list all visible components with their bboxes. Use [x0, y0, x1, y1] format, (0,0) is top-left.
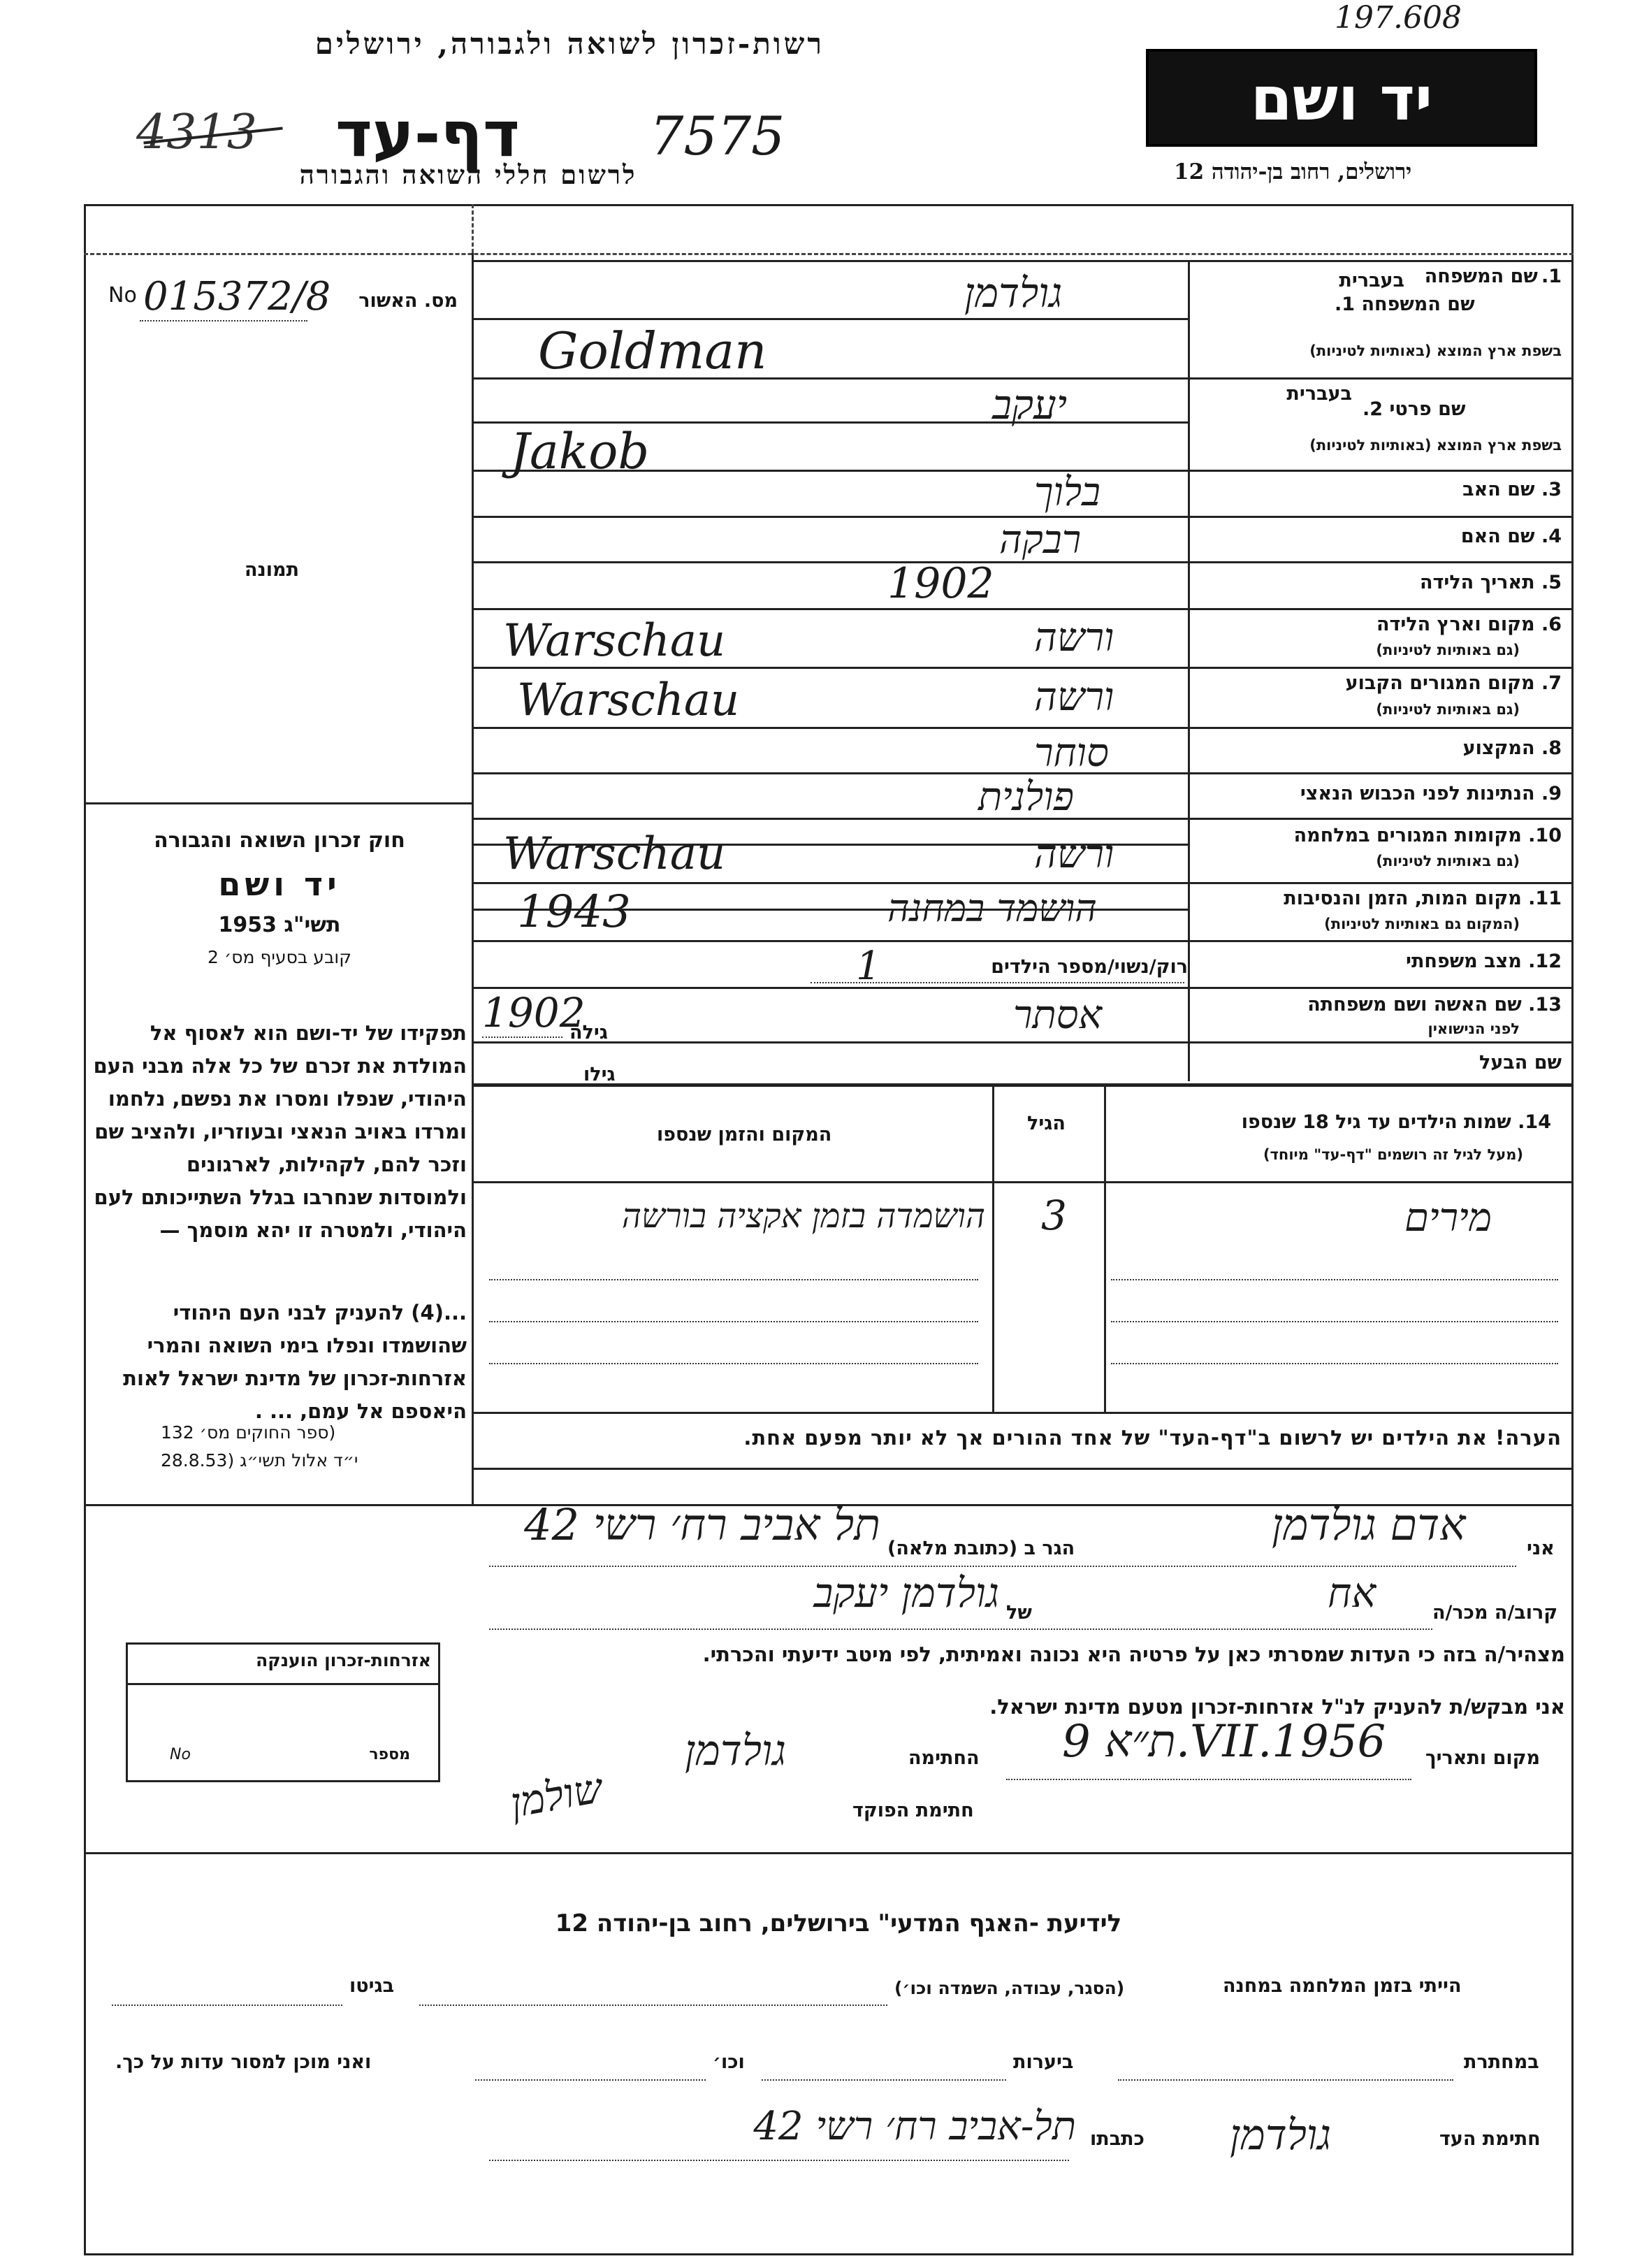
child-death-place: הושמדה בזמן אקציה בורשה	[621, 1197, 985, 1236]
field-1-label: בעברית 1. שם המשפחה	[1339, 266, 1562, 291]
row-line	[472, 940, 1574, 942]
children-row-line	[1111, 1321, 1558, 1322]
children-row-line	[489, 1363, 978, 1364]
law-ref-1: (ספר החוקים מס׳ 132	[161, 1422, 336, 1443]
field-5-label: 5. תאריך הלידה	[1419, 572, 1562, 593]
signature-label: החתימה	[908, 1747, 980, 1769]
wife-name: אסתר	[1013, 992, 1103, 1038]
witness-i-label: אני	[1527, 1538, 1555, 1559]
officer-signature-label: חתימת הפוקד	[852, 1800, 974, 1821]
form-title: דף-עד	[335, 98, 520, 171]
field-3-label: 3. שם האב	[1462, 479, 1562, 500]
of-label: של	[1006, 1602, 1032, 1624]
field-10-label: 10. מקומות המגורים במלחמה	[1293, 825, 1562, 846]
corner-number: 197.608	[1335, 0, 1462, 36]
nationality: פולנית	[978, 774, 1074, 820]
field-9-label: 9. הנתינות לפני הכבוש הנאצי	[1300, 783, 1562, 804]
footer-line1-b: (הסגר, עבודה, השמדה וכו׳)	[894, 1978, 1125, 1998]
witness-line	[489, 1566, 1516, 1567]
wife-age: 1902	[482, 989, 586, 1037]
death-circumstances: הושמד במחנה	[887, 886, 1097, 930]
footer-line2-b: ביערות	[1013, 2051, 1074, 2073]
place-date-line	[1006, 1779, 1411, 1780]
law-clause-4: ...(4) להעניק לבני העם היהודי שהושמדו ונפלו בימי השואה והמרי אזרחות-זכרון של מדינת ישראל לאות היאספם אל עמם, ... .	[123, 1301, 467, 1423]
dashed-line	[84, 253, 1574, 255]
citizenship-number-label: מספר	[369, 1746, 410, 1763]
mother-name: רבקה	[999, 517, 1082, 563]
receipt-label: מס. האשור	[358, 290, 458, 312]
wife-age-label: גילה	[569, 1022, 608, 1043]
law-year: תשי"ג 1953	[218, 913, 341, 937]
relation-line	[489, 1628, 1432, 1630]
form-subtitle: לרשום חללי השואה והגבורה	[299, 159, 637, 190]
husband-age-label: גילו	[583, 1064, 616, 1085]
relative-of-name: גולדמן יעקב	[813, 1569, 999, 1617]
inner-line	[472, 318, 1188, 320]
law-clause: קובע בסעיף מס׳ 2	[208, 947, 351, 967]
children-row-line	[489, 1279, 978, 1280]
footer-dotted-line	[1118, 2079, 1453, 2081]
children-count: 1	[856, 944, 881, 989]
children-label: 14. שמות הילדים עד גיל 18 שנספו	[1241, 1111, 1551, 1133]
note-line	[472, 1468, 1574, 1470]
photo-label: תמונה	[245, 559, 300, 581]
footer-line1-a: הייתי בזמן המלחמה במחנה	[1223, 1975, 1462, 1997]
law-ref-2: י״ד אלול תשי״ג (28.8.53	[161, 1450, 358, 1471]
receipt-prefix: No	[108, 283, 137, 308]
request: אני מבקש/ת להעניק לנ"ל אזרחות-זכרון מטעם מדינת ישראל.	[989, 1695, 1565, 1719]
surname-latin: Goldman	[538, 322, 767, 380]
footer-line1-c: בגיטו	[349, 1975, 395, 1997]
father-name: בלוך	[1034, 470, 1101, 515]
row-line	[472, 1041, 1574, 1043]
footer-line2-a: במחתרת	[1464, 2051, 1539, 2073]
officer-signature: שולמן	[507, 1764, 606, 1827]
label-column-divider	[1188, 260, 1190, 1081]
footer-address-label: כתבתו	[1090, 2128, 1145, 2150]
surname-hebrew: גולדמן	[964, 269, 1063, 317]
place-date-label: מקום ותאריך	[1425, 1747, 1541, 1769]
field-12-label: 12. מצב משפחתי	[1406, 951, 1562, 972]
footer-line2-c: וכו׳	[713, 2051, 745, 2073]
crossed-form-number: 4313	[136, 105, 258, 160]
first-name-latin: Jakob	[510, 423, 650, 480]
field-11-sub: (המקום גם באותיות לטיניות)	[1324, 916, 1520, 932]
footer-witness-sig: גולדמן	[1230, 2111, 1332, 2160]
birthplace-latin: Warschau	[503, 615, 726, 667]
residence-hebrew: ורשה	[1034, 674, 1114, 720]
children-col-divider	[992, 1083, 994, 1412]
footer-dotted-line	[475, 2079, 706, 2081]
relative-label: קרוב/ה מכר/ה	[1432, 1602, 1558, 1624]
wartime-residence-hebrew: ורשה	[1034, 832, 1114, 877]
law-divider	[85, 802, 472, 804]
citizenship-box	[126, 1642, 440, 1782]
left-column-divider	[472, 253, 474, 1504]
children-col-divider	[1104, 1083, 1106, 1412]
footer-address-value: תל-אביב רח׳ רשי 42	[753, 2104, 1076, 2149]
place-date-value: ת״א 9.VII.1956	[1062, 1716, 1386, 1768]
receipt-line	[140, 320, 307, 322]
dashed-divider	[472, 204, 474, 253]
law-name: יד ושם	[218, 865, 341, 903]
footer-dotted-line	[112, 2005, 342, 2006]
footer-line	[85, 1852, 1574, 1854]
row-line	[472, 1083, 1574, 1087]
field-2-title: שם פרטי 2.	[1363, 398, 1466, 420]
children-sub: (מעל לגיל זה רושמים "דף-עד" מיוחד)	[1263, 1146, 1523, 1163]
receipt-value: 015372/8	[143, 274, 331, 319]
field-1-title: שם המשפחה 1.	[1335, 294, 1475, 315]
field-7-sub: (גם באותיות לטיניות)	[1376, 701, 1520, 718]
footer-dotted-line	[762, 2079, 1006, 2081]
residence-latin: Warschau	[517, 674, 740, 726]
footer-heading: לידיעת -האגף המדעי" בירושלים, רחוב בן-יהודה 12	[555, 1909, 1122, 1937]
children-row-line	[1111, 1279, 1558, 1280]
footer-line2-d: ואני מוכן למסור עדות על כך.	[115, 2051, 372, 2073]
field-6-label: 6. מקום וארץ הלידה	[1376, 614, 1562, 635]
yad-vashem-logo	[1146, 49, 1537, 147]
logo-text: יד ושם	[1250, 64, 1433, 134]
death-year: 1943	[517, 886, 631, 938]
husband-label: שם הבעל	[1478, 1052, 1562, 1074]
profession: סוחר	[1034, 730, 1109, 776]
footer-dotted-line	[489, 2160, 1069, 2161]
field-4-label: 4. שם האם	[1460, 526, 1562, 547]
citizenship-prefix: No	[170, 1746, 191, 1763]
authority-name: רשות-זכרון לשואה ולגבורה, ירושלים	[314, 27, 824, 61]
law-box	[91, 828, 468, 967]
field-13-sub: לפני הנישואין	[1427, 1020, 1520, 1037]
row-line	[472, 987, 1574, 989]
birthplace-hebrew: ורשה	[1034, 615, 1114, 660]
child-name: מירים	[1404, 1195, 1492, 1241]
citizenship-title: אזרחות-זכרון הוענקה	[256, 1650, 431, 1670]
first-name-hebrew: יעקב	[992, 381, 1068, 428]
witness-resides-label: הגר ב (כתובת מלאה)	[887, 1538, 1075, 1559]
children-place-header: המקום והזמן שנספו	[657, 1124, 832, 1146]
children-bottom-line	[472, 1412, 1574, 1414]
children-row-line	[489, 1321, 978, 1322]
field-13-label: 13. שם האשה ושם משפחתה	[1307, 994, 1562, 1016]
children-age-header: הגיל	[1027, 1113, 1066, 1134]
law-body: תפקידו של יד-ושם הוא לאסוף אל המולדת את זכרם של כל אלה מבני העם היהודי, שנפלו ומסרו את נפשם, נלחמו ומרדו באויב הנאצי ובעוזריו, ולהציב שם וזכר להם, לקהילות, לארגונים ולמוסדות שנחרבו בגלל השתייכותם לעם היהודי, ולמטרה זו יהא מוסמך —	[93, 1021, 467, 1242]
note: הערה! את הילדים יש לרשום ב"דף-העד" של אחד ההורים אך לא יותר מפעם אחת.	[743, 1426, 1562, 1450]
row-line	[472, 882, 1574, 884]
witness-signature: גולדמן	[685, 1726, 787, 1775]
field-8-label: 8. המקצוע	[1462, 737, 1562, 759]
birth-date: 1902	[887, 559, 994, 608]
wartime-residence-latin: Warschau	[503, 828, 726, 880]
child-age: 3	[1041, 1192, 1067, 1239]
field-1-sub: בשפת ארץ המוצא (באותיות לטיניות)	[1309, 342, 1562, 359]
field-11-label: 11. מקום המות, הזמן והנסיבות	[1284, 888, 1562, 909]
footer-dotted-line	[419, 2005, 887, 2006]
witness-name: אדם גולדמן	[1272, 1499, 1466, 1550]
wife-age-line	[482, 1037, 562, 1038]
row-line	[472, 608, 1574, 610]
row-line	[472, 260, 1574, 262]
field-7-label: 7. מקום המגורים הקבוע	[1345, 672, 1562, 694]
witness-address: תל אביב רח׳ רשי 42	[524, 1499, 880, 1550]
field-6-sub: (גם באותיות לטיניות)	[1376, 642, 1520, 658]
row-line	[472, 667, 1574, 669]
marital-line-text: רוק/נשוי/מספר הילדים	[991, 956, 1188, 978]
children-row-line	[1111, 1363, 1558, 1364]
field-10-sub: (גם באותיות לטיניות)	[1376, 853, 1520, 869]
relation-value: אח	[1328, 1569, 1376, 1617]
handwritten-form-number: 7575	[650, 105, 785, 167]
address: ירושלים, רחוב בן-יהודה 12	[1174, 159, 1412, 185]
field-2-sub: בשפת ארץ המוצא (באותיות לטיניות)	[1309, 437, 1562, 454]
footer-witness-sig-label: חתימת העד	[1439, 2128, 1541, 2150]
children-header-line	[472, 1181, 1574, 1183]
law-title: חוק זכרון השואה והגבורה	[154, 828, 405, 853]
declaration: מצהיר/ה בזה כי העדות שמסרתי כאן על פרטיה היא נכונה ואמיתית, לפי מיטב ידיעתי והכרתי.	[702, 1642, 1565, 1666]
field-2-hebrew-tag: בעברית	[1286, 383, 1352, 405]
row-line	[472, 727, 1574, 729]
